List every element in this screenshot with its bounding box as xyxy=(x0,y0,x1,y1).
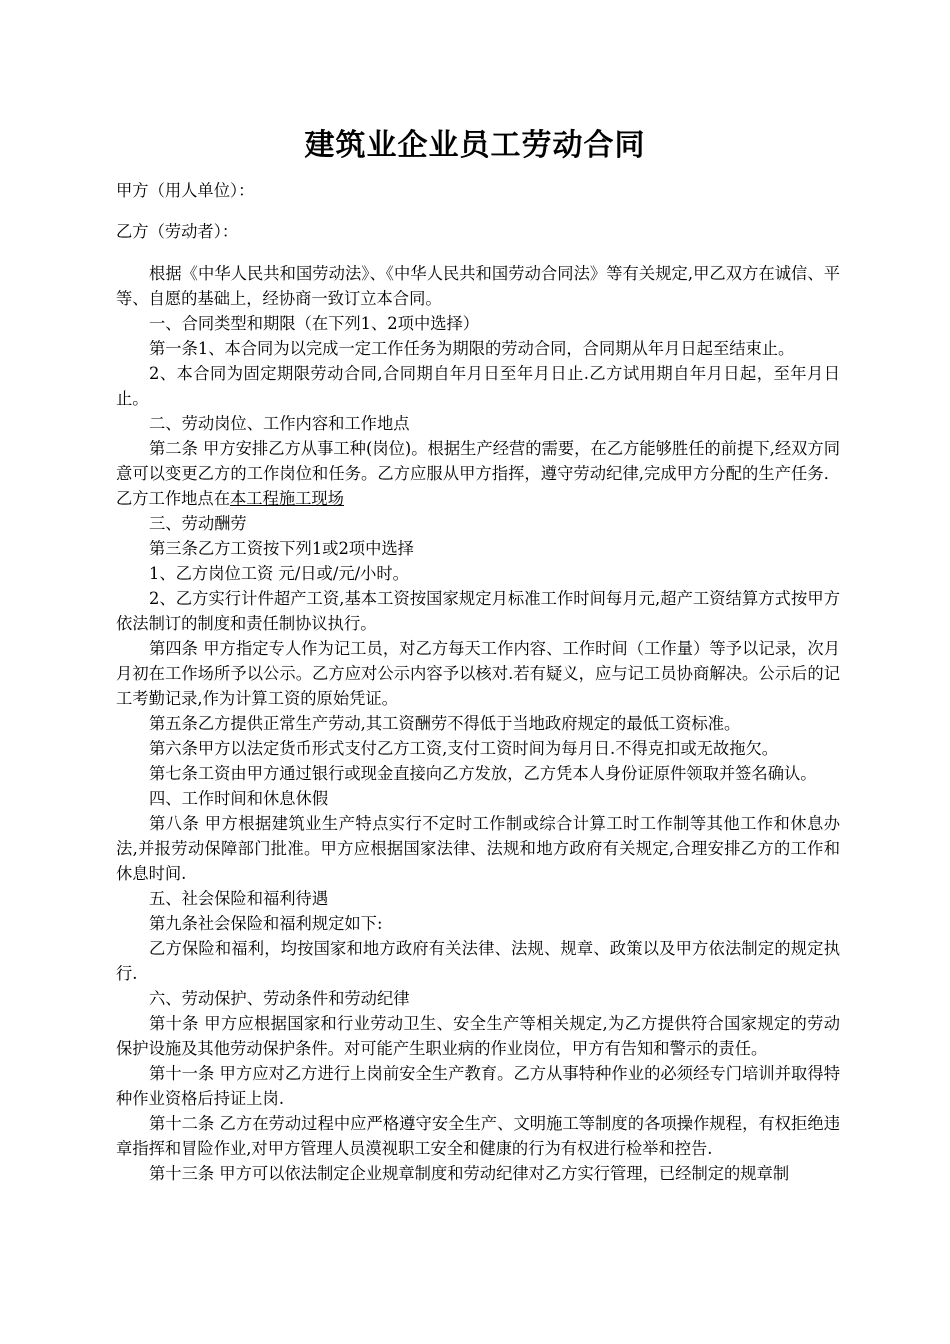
article-9-paragraph: 第九条社会保险和福利规定如下: xyxy=(149,914,383,933)
article-13-paragraph: 第十三条 甲方可以依法制定企业规章制度和劳动纪律对乙方实行管理，已经制定的规章制 xyxy=(149,1164,790,1183)
section-heading-3: 三、劳动酬劳 xyxy=(149,514,247,533)
document-body xyxy=(116,178,840,1186)
workplace-underlined: 本工程施工现场 xyxy=(229,489,344,508)
article-3-item-2: 2、乙方实行计件超产工资,基本工资按国家规定月标准工作时间每月元,超产工资结算方式按甲方依法制订的制度和责任制协议执行。 xyxy=(116,589,840,633)
article-3-paragraph: 第三条乙方工资按下列1或2项中选择 xyxy=(149,539,414,558)
article-1-item-2: 2、本合同为固定期限劳动合同,合同期自年月日至年月日止.乙方试用期自年月日起，至年月日止。 xyxy=(116,364,840,408)
article-12-paragraph: 第十二条 乙方在劳动过程中应严格遵守安全生产、文明施工等制度的各项操作规程，有权拒绝违章指挥和冒险作业,对甲方管理人员漠视职工安全和健康的行为有权进行检举和控告. xyxy=(116,1114,840,1158)
article-1-paragraph: 第一条1、本合同为以完成一定工作任务为期限的劳动合同，合同期从年月日起至结束止。 xyxy=(149,339,795,358)
article-2-paragraph xyxy=(116,436,840,511)
party-a-line: 甲方（用人单位）： xyxy=(116,181,255,200)
article-7-paragraph: 第七条工资由甲方通过银行或现金直接向乙方发放，乙方凭本人身份证原件领取并签名确认。 xyxy=(149,764,817,783)
section-heading-2: 二、劳动岗位、工作内容和工作地点 xyxy=(149,414,410,433)
article-9-detail: 乙方保险和福利，均按国家和地方政府有关法律、法规、规章、政策以及甲方依法制定的规定执行. xyxy=(116,939,840,983)
article-8-paragraph: 第八条 甲方根据建筑业生产特点实行不定时工作制或综合计算工时工作制等其他工作和休息办法,并报劳动保障部门批准。甲方应根据国家法律、法规和地方政府有关规定,合理安排乙方的工作和休息时间. xyxy=(116,814,840,883)
article-4-paragraph: 第四条 甲方指定专人作为记工员，对乙方每天工作内容、工作时间（工作量）等予以记录，次月月初在工作场所予以公示。乙方应对公示内容予以核对.若有疑义，应与记工员协商解决。公示后的记工考勤记录,作为计算工资的原始凭证。 xyxy=(116,639,840,708)
article-10-paragraph: 第十条 甲方应根据国家和行业劳动卫生、安全生产等相关规定,为乙方提供符合国家规定的劳动保护设施及其他劳动保护条件。对可能产生职业病的作业岗位，甲方有告知和警示的责任。 xyxy=(116,1014,840,1058)
contract-text xyxy=(116,261,840,1186)
preamble-paragraph: 根据《中华人民共和国劳动法》、《中华人民共和国劳动合同法》等有关规定,甲乙双方在诚信、平等、自愿的基础上，经协商一致订立本合同。 xyxy=(116,264,840,308)
section-heading-1: 一、合同类型和期限（在下列1、2项中选择） xyxy=(149,314,480,333)
party-b-line: 乙方（劳动者）： xyxy=(116,222,239,241)
article-5-paragraph: 第五条乙方提供正常生产劳动,其工资酬劳不得低于当地政府规定的最低工资标准。 xyxy=(149,714,741,733)
article-6-paragraph: 第六条甲方以法定货币形式支付乙方工资,支付工资时间为每月日.不得克扣或无故拖欠。 xyxy=(149,739,779,758)
article-2-text: 第二条 甲方安排乙方从事工种(岗位)。根据生产经营的需要，在乙方能够胜任的前提下,经双方同意可以变更乙方的工作岗位和任务。乙方应服从甲方指挥，遵守劳动纪律,完成甲方分配的生产任务．乙方工作地点在 xyxy=(116,439,840,508)
section-heading-6: 六、劳动保护、劳动条件和劳动纪律 xyxy=(149,989,410,1008)
section-heading-4: 四、工作时间和休息休假 xyxy=(149,789,329,808)
article-11-paragraph: 第十一条 甲方应对乙方进行上岗前安全生产教育。乙方从事特种作业的必须经专门培训并取得特种作业资格后持证上岗. xyxy=(116,1064,840,1108)
article-3-item-1: 1、乙方岗位工资 元/日或/元/小时。 xyxy=(149,564,409,583)
section-heading-5: 五、社会保险和福利待遇 xyxy=(149,889,329,908)
document-title: 建筑业企业员工劳动合同 xyxy=(304,128,646,163)
